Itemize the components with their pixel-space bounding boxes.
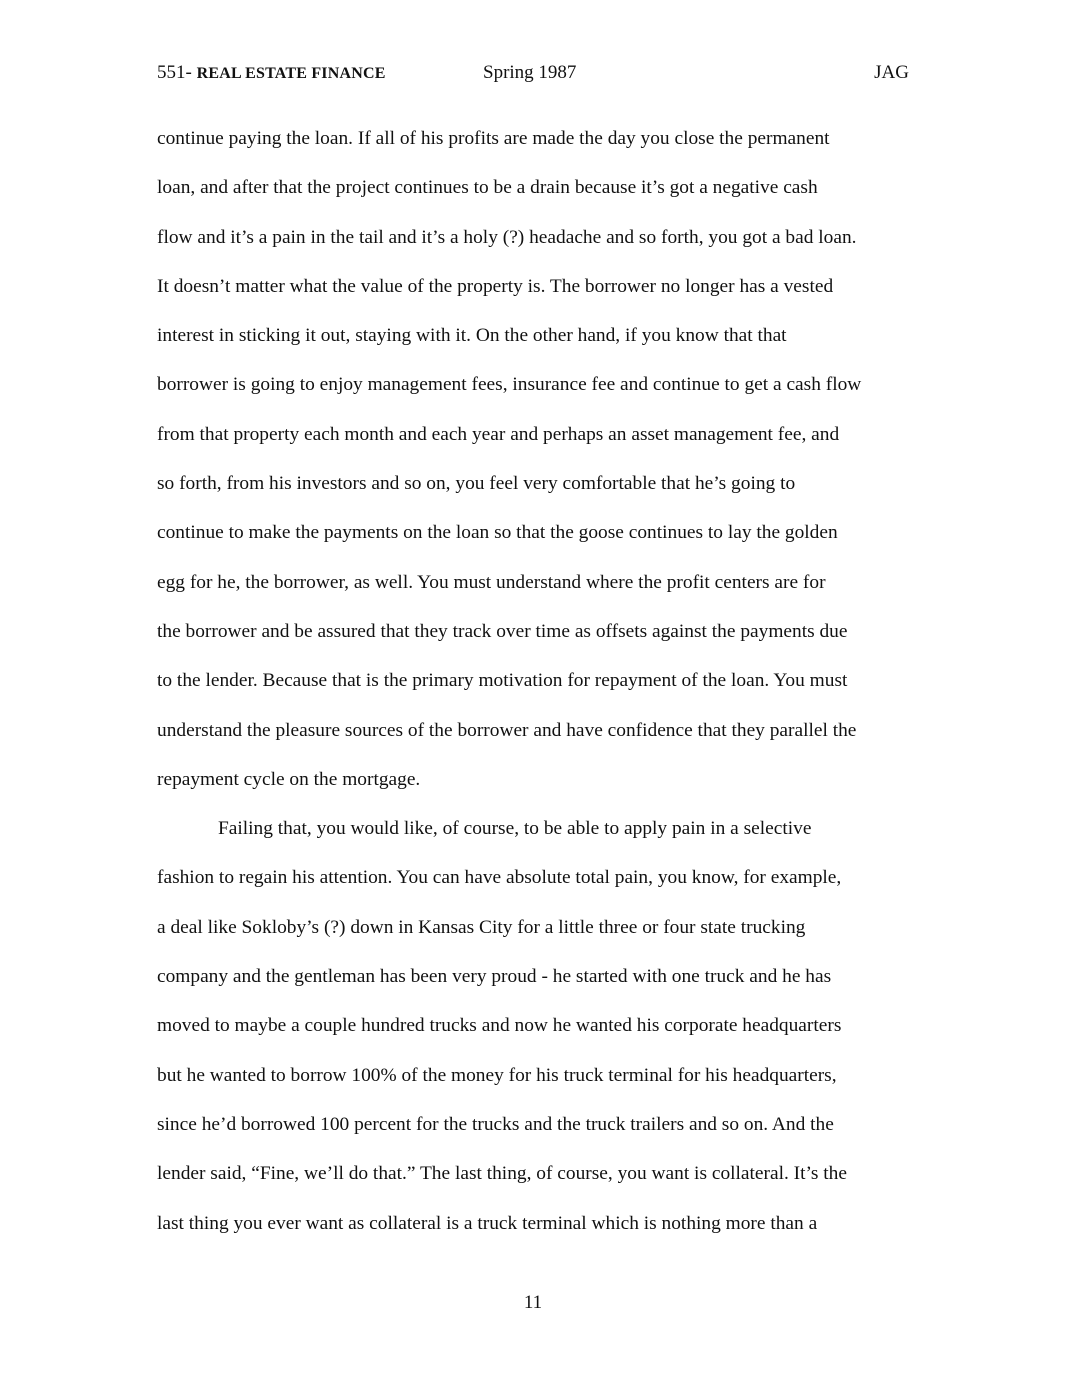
course-number: 551- — [157, 62, 192, 83]
text-line: flow and it’s a pain in the tail and it’s a holy (?) headache and so forth, you got a bad loan. — [157, 226, 857, 248]
text-line: but he wanted to borrow 100% of the money for his truck terminal for his headquarters, — [157, 1064, 837, 1086]
page-header — [157, 62, 909, 90]
page-number: 11 — [523, 1292, 543, 1313]
text-line: continue to make the payments on the loan so that the goose continues to lay the golden — [157, 522, 838, 544]
course-title: REAL ESTATE FINANCE — [196, 65, 386, 82]
text-line: since he’d borrowed 100 percent for the trucks and the truck trailers and so on. And the — [157, 1113, 834, 1135]
text-line: so forth, from his investors and so on, you feel very comfortable that he’s going to — [157, 473, 796, 495]
text-line: last thing you ever want as collateral is a truck terminal which is nothing more than a — [157, 1212, 818, 1234]
text-line: understand the pleasure sources of the borrower and have confidence that they parallel the — [157, 719, 857, 741]
text-line: fashion to regain his attention. You can have absolute total pain, you know, for example, — [157, 867, 842, 889]
text-line: continue paying the loan. If all of his profits are made the day you close the permanent — [157, 128, 830, 149]
text-line: interest in sticking it out, staying with it. On the other hand, if you know that that — [157, 325, 787, 347]
text-line: loan, and after that the project continues to be a drain because it’s got a negative cash — [157, 177, 818, 199]
body-text — [157, 122, 917, 1256]
text-line: egg for he, the borrower, as well. You must understand where the profit centers are for — [157, 571, 826, 593]
course-heading — [157, 62, 386, 84]
text-line: a deal like Sokloby’s (?) down in Kansas City for a little three or four state trucking — [157, 916, 806, 938]
term-label: Spring 1987 — [483, 62, 577, 83]
text-line: to the lender. Because that is the primary motivation for repayment of the loan. You must — [157, 670, 848, 692]
text-line: company and the gentleman has been very proud - he started with one truck and he has — [157, 966, 832, 988]
text-line: from that property each month and each year and perhaps an asset management fee, and — [157, 423, 840, 445]
text-line: repayment cycle on the mortgage. — [157, 768, 421, 790]
text-line: It doesn’t matter what the value of the property is. The borrower no longer has a vested — [157, 275, 834, 297]
text-line: lender said, “Fine, we’ll do that.” The last thing, of course, you want is collateral. It’s the — [157, 1163, 847, 1185]
text-line: borrower is going to enjoy management fees, insurance fee and continue to get a cash flow — [157, 374, 862, 396]
author-initials: JAG — [874, 62, 909, 83]
text-line: the borrower and be assured that they track over time as offsets against the payments due — [157, 620, 848, 642]
text-line: moved to maybe a couple hundred trucks and now he wanted his corporate headquarters — [157, 1015, 842, 1037]
paragraph-first-line: Failing that, you would like, of course, to be able to apply pain in a selective — [218, 818, 812, 840]
